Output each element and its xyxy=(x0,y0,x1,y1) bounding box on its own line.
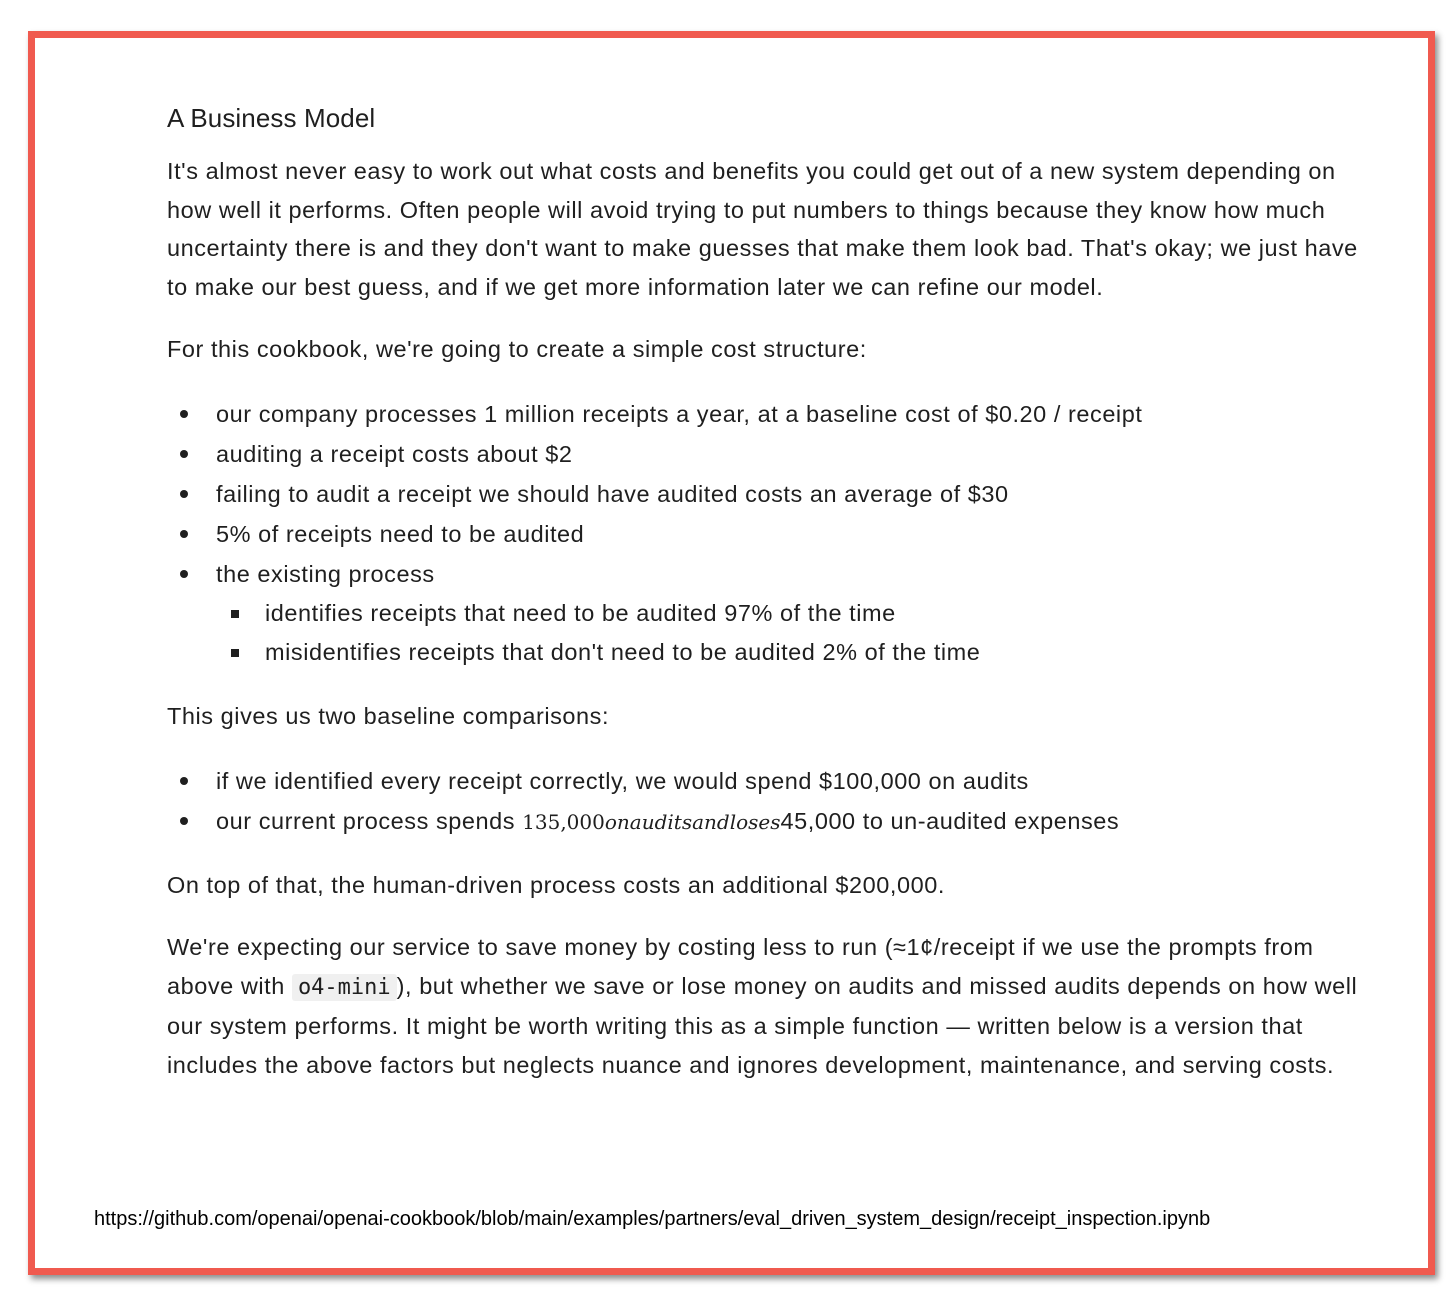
math-number: 135,000 xyxy=(522,809,605,834)
list-item-text: the existing process xyxy=(216,560,435,587)
existing-process-sublist xyxy=(216,594,1377,673)
sublist-item-text: identifies receipts that need to be audited 97% of the time xyxy=(265,599,896,626)
list-item-text: if we identified every receipt correctly, we would spend $100,000 on audits xyxy=(216,767,1029,794)
document-content xyxy=(167,98,1377,1085)
list-item xyxy=(167,514,1377,554)
cost-list xyxy=(167,394,1377,673)
bullet-icon xyxy=(180,530,188,538)
math-italic-text: onauditsandloses xyxy=(604,809,781,834)
bullet-icon xyxy=(180,410,188,418)
sublist-item-text: misidentifies receipts that don't need to be audited 2% of the time xyxy=(265,639,981,666)
service-paragraph-part1: We're expecting our service to save money by costing less to run (≈1¢/receipt if we use the prompts from above with xyxy=(167,934,1314,999)
math-expression xyxy=(522,810,780,834)
intro-paragraph: It's almost never easy to work out what costs and benefits you could get out of a new system depending on how well it performs. Often people will avoid trying to put numbers to things because they know how much uncertainty there is and they don't want to make guesses that make them look bad. That's okay; we just have to make our best guess, and if we get more information later we can refine our model. xyxy=(167,158,1358,300)
list-item xyxy=(167,554,1377,673)
bullet-icon xyxy=(180,490,188,498)
service-paragraph xyxy=(167,928,1377,1084)
list-item-suffix: 45,000 to un-audited expenses xyxy=(780,807,1120,834)
list-item-text: auditing a receipt costs about $2 xyxy=(216,440,573,467)
list-item-prefix: our current process spends xyxy=(216,807,523,834)
list-item xyxy=(167,801,1377,842)
bullet-icon xyxy=(180,817,188,825)
bullet-icon xyxy=(180,777,188,785)
bullet-icon xyxy=(180,450,188,458)
list-item-text: failing to audit a receipt we should have audited costs an average of $30 xyxy=(216,480,1009,507)
section-heading: A Business Model xyxy=(167,103,376,133)
square-bullet-icon xyxy=(231,649,239,657)
human-cost-paragraph: On top of that, the human-driven process costs an additional $200,000. xyxy=(167,871,945,898)
list-item xyxy=(167,761,1377,801)
source-url: https://github.com/openai/openai-cookbook/blob/main/examples/partners/eval_driven_system_design/receipt_inspection.ipynb xyxy=(94,1208,1211,1230)
list-item-text: 5% of receipts need to be audited xyxy=(216,520,585,547)
square-bullet-icon xyxy=(231,610,239,618)
sublist-item xyxy=(216,633,1377,673)
list-item-text: our company processes 1 million receipts a year, at a baseline cost of $0.20 / receipt xyxy=(216,400,1143,427)
bullet-icon xyxy=(180,570,188,578)
list-item xyxy=(167,474,1377,514)
list-item xyxy=(167,394,1377,434)
baseline-list xyxy=(167,761,1377,842)
baseline-paragraph: This gives us two baseline comparisons: xyxy=(167,702,610,729)
inline-code: o4-mini xyxy=(292,974,397,1001)
list-item xyxy=(167,434,1377,474)
sublist-item xyxy=(216,594,1377,634)
cost-structure-paragraph: For this cookbook, we're going to create a simple cost structure: xyxy=(167,336,867,363)
service-paragraph-part2: ), but whether we save or lose money on audits and missed audits depends on how well our system performs. It might be worth writing this as a simple function — written below is a version that includes the above factors but neglects nuance and ignores development, maintenance, and serving costs. xyxy=(167,972,1358,1078)
